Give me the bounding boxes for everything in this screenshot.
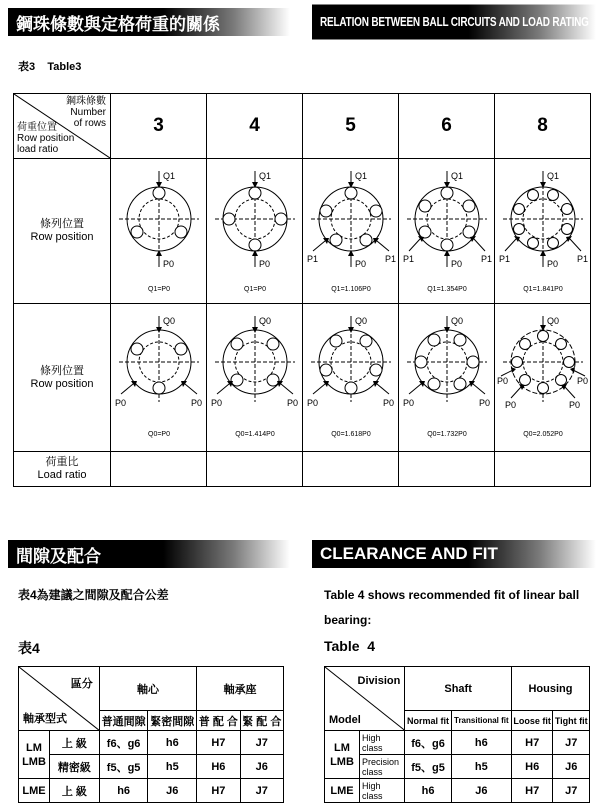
p-label: P0 <box>496 375 508 386</box>
t4zh-cell: h6 <box>148 731 197 755</box>
corner-rows-en2: of rows <box>73 118 106 129</box>
corner-pos-zh: 荷重位置 <box>17 122 57 133</box>
t4zh-cell: h6 <box>99 779 148 803</box>
p-label: P0 <box>162 259 174 269</box>
t4en-class <box>360 779 405 803</box>
t4en-cell: h6 <box>405 779 451 803</box>
row2-label <box>14 304 111 452</box>
p-label: P0 <box>114 397 126 408</box>
bearing-diagram-6row-b <box>401 314 493 442</box>
clearance-desc-en-2: bearing: <box>324 613 372 627</box>
row2-label-en: Row position <box>30 377 94 390</box>
load-ratio-en: Load ratio <box>37 469 87 481</box>
t4en-cell: J7 <box>553 731 590 755</box>
p-label: P0 <box>568 399 580 410</box>
t4en-sub-normal: Normal fit <box>405 711 451 731</box>
bearing-diagram-3row-b <box>113 314 205 442</box>
bearing-diagram-3row <box>113 167 205 295</box>
row2-cell-4 <box>207 304 303 452</box>
row1-cell-4 <box>207 159 303 304</box>
t4zh-corner <box>19 667 100 731</box>
t4zh-cell: H6 <box>197 755 240 779</box>
t4en-sub-tight: Tight fit <box>553 711 590 731</box>
model-lmb: LMB <box>330 755 354 768</box>
t4en-cell: H7 <box>511 731 553 755</box>
p-label: P0 <box>210 397 222 408</box>
clearance-title-en: CLEARANCE AND FIT <box>320 544 498 563</box>
class-word: High <box>362 780 381 791</box>
class-word: High <box>362 732 381 743</box>
p-label: P0 <box>306 397 318 408</box>
formula-r2-5: Q0=1.618P0 <box>330 430 371 438</box>
t4zh-model-lme: LME <box>19 779 50 803</box>
table4-caption-zh: 表4 <box>18 640 40 656</box>
p-label: P0 <box>478 397 490 408</box>
formula-r2-6: Q0=1.732P0 <box>426 430 467 438</box>
load-ratio-cell <box>207 452 303 487</box>
model-lm: LM <box>26 741 42 754</box>
formula-r1-8: Q1=1.841P0 <box>522 286 563 293</box>
t4zh-cell: f5、g5 <box>99 755 148 779</box>
load-ratio-cell <box>303 452 399 487</box>
table4-zh <box>18 666 284 803</box>
q-label: Q1 <box>354 171 367 181</box>
t4zh-cell: H7 <box>197 779 240 803</box>
p1-label: P1 <box>402 254 414 264</box>
load-ratio-cell <box>399 452 495 487</box>
p1-label: P1 <box>306 254 318 264</box>
formula-r1-4: Q1=P0 <box>243 286 266 293</box>
load-ratio-zh: 荷重比 <box>45 456 79 468</box>
col-header-4: 4 <box>207 94 303 159</box>
t4en-housing: Housing <box>511 667 589 711</box>
t4zh-class: 上 級 <box>50 779 100 803</box>
formula-r1-6: Q1=1.354P0 <box>426 286 467 293</box>
clearance-title-zh: 間隙及配合 <box>16 546 101 566</box>
t4en-cell: f6、g6 <box>405 731 451 755</box>
class-word: Precision <box>362 756 400 767</box>
corner-ratio-en: load ratio <box>17 144 59 155</box>
t4zh-cell: h5 <box>148 755 197 779</box>
row1-label-en: Row position <box>30 231 94 243</box>
class-word: class <box>362 790 383 801</box>
t4en-class <box>360 731 405 755</box>
t4zh-cell: J7 <box>240 779 283 803</box>
class-word: class <box>362 766 383 777</box>
formula-r2-3: Q0=P0 <box>147 430 170 438</box>
model-lm: LM <box>334 741 350 754</box>
t4en-cell: H7 <box>511 779 553 803</box>
t4zh-class: 精密級 <box>50 755 100 779</box>
q-label: Q1 <box>450 171 463 181</box>
t4en-model: Model <box>329 714 361 726</box>
col-header-6: 6 <box>399 94 495 159</box>
row2-cell-8 <box>495 304 591 452</box>
p-label: P0 <box>504 399 516 410</box>
q-label: Q1 <box>258 171 271 181</box>
bearing-diagram-8row-b <box>497 314 589 442</box>
q-label: Q0 <box>162 315 175 326</box>
clearance-banner-zh <box>8 540 290 568</box>
p-label: P0 <box>576 375 588 386</box>
t4en-cell: J6 <box>553 755 590 779</box>
t4en-sub-transitional: Transitional fit <box>451 711 511 731</box>
t4en-cell: J7 <box>553 779 590 803</box>
p-label: P0 <box>190 397 202 408</box>
t4en-model-lme: LME <box>325 779 360 803</box>
t4zh-model: 軸承型式 <box>23 713 67 725</box>
row2-cell-6 <box>399 304 495 452</box>
clearance-desc-zh: 表4為建議之間隙及配合公差 <box>18 588 169 602</box>
table3-corner <box>14 94 111 159</box>
t4en-sub-loose: Loose fit <box>511 711 553 731</box>
table3-caption: 表3 Table3 <box>18 61 82 73</box>
t4zh-sub-tight: 緊密間隙 <box>148 711 197 731</box>
load-ratio-cell <box>111 452 207 487</box>
corner-pos-en: Row position <box>17 133 75 144</box>
t4en-cell: H6 <box>511 755 553 779</box>
class-word: class <box>362 742 383 753</box>
bearing-diagram-4row <box>209 167 301 295</box>
t4zh-cell: J6 <box>148 779 197 803</box>
t4zh-division: 區分 <box>70 678 93 690</box>
load-ratio-cell <box>495 452 591 487</box>
title-zh: 鋼珠條數與定格荷重的關係 <box>16 14 220 34</box>
t4en-cell: h6 <box>451 731 511 755</box>
title-banner-zh <box>8 8 290 36</box>
p-label: P0 <box>402 397 414 408</box>
row1-cell-6 <box>399 159 495 304</box>
bearing-diagram-6row <box>401 167 493 295</box>
t4zh-cell: J6 <box>240 755 283 779</box>
q-label: Q0 <box>258 315 271 326</box>
formula-r1-5: Q1=1.106P0 <box>330 286 371 293</box>
clearance-desc-en-1: Table 4 shows recommended fit of linear ball <box>324 588 580 602</box>
t4zh-sub-normal: 普通間隙 <box>99 711 148 731</box>
bearing-diagram-4row-b <box>209 314 301 442</box>
q-label: Q1 <box>162 171 175 181</box>
t4en-corner <box>325 667 405 731</box>
load-ratio-label <box>14 452 111 487</box>
row1-cell-3 <box>111 159 207 304</box>
row1-cell-5 <box>303 159 399 304</box>
col-header-3: 3 <box>111 94 207 159</box>
row1-label-zh: 條列位置 <box>40 218 84 230</box>
t4en-cell: J6 <box>451 779 511 803</box>
row1-label <box>14 159 111 304</box>
q-label: Q0 <box>450 315 463 326</box>
t4en-division: Division <box>357 675 401 687</box>
bearing-diagram-5row-b <box>305 314 397 442</box>
p-label: P0 <box>286 397 298 408</box>
formula-r2-4: Q0=1.414P0 <box>234 430 275 438</box>
p1-label: P1 <box>480 254 492 264</box>
clearance-banner-en <box>312 540 596 568</box>
q-label: Q0 <box>546 315 559 326</box>
table3 <box>13 93 591 487</box>
p-label: P0 <box>382 397 394 408</box>
table4-en <box>324 666 590 803</box>
formula-r2-8: Q0=2.052P0 <box>522 430 563 438</box>
corner-rows-zh: 鋼珠條數 <box>66 96 106 107</box>
bearing-diagram-5row <box>305 167 397 295</box>
row2-label-zh: 條列位置 <box>40 364 84 377</box>
t4zh-model-lm <box>19 731 50 779</box>
row2-cell-5 <box>303 304 399 452</box>
col-header-8: 8 <box>495 94 591 159</box>
row1-cell-8 <box>495 159 591 304</box>
t4en-shaft: Shaft <box>405 667 512 711</box>
t4en-class <box>360 755 405 779</box>
p1-label: P1 <box>498 254 510 264</box>
col-header-5: 5 <box>303 94 399 159</box>
p-label: P0 <box>258 259 270 269</box>
title-banner-en <box>312 5 596 40</box>
t4zh-cell: f6、g6 <box>99 731 148 755</box>
model-lmb: LMB <box>22 755 46 768</box>
t4zh-housing: 軸承座 <box>197 667 284 711</box>
p1-label: P1 <box>384 254 396 264</box>
p-label: P0 <box>546 259 558 269</box>
p-label: P0 <box>354 259 366 269</box>
p1-label: P1 <box>576 254 588 264</box>
title-en: RELATION BETWEEN BALL CIRCUITS AND LOAD RATING <box>320 15 589 29</box>
p-label: P0 <box>450 259 462 269</box>
t4en-cell: f5、g5 <box>405 755 451 779</box>
q-label: Q0 <box>354 315 367 326</box>
t4en-cell: h5 <box>451 755 511 779</box>
t4zh-cell: J7 <box>240 731 283 755</box>
bearing-diagram-8row <box>497 167 589 295</box>
row2-cell-3 <box>111 304 207 452</box>
t4zh-shaft: 軸心 <box>99 667 196 711</box>
formula-r1-3: Q1=P0 <box>147 286 170 293</box>
t4zh-class: 上 級 <box>50 731 100 755</box>
t4en-model-lm <box>325 731 360 779</box>
q-label: Q1 <box>546 171 559 181</box>
t4zh-sub-loose-fit: 普 配 合 <box>197 711 240 731</box>
t4zh-sub-tight-fit: 緊 配 合 <box>240 711 283 731</box>
table4-caption-en: Table 4 <box>324 638 376 654</box>
corner-rows-en1: Number <box>70 107 106 118</box>
t4zh-cell: H7 <box>197 731 240 755</box>
